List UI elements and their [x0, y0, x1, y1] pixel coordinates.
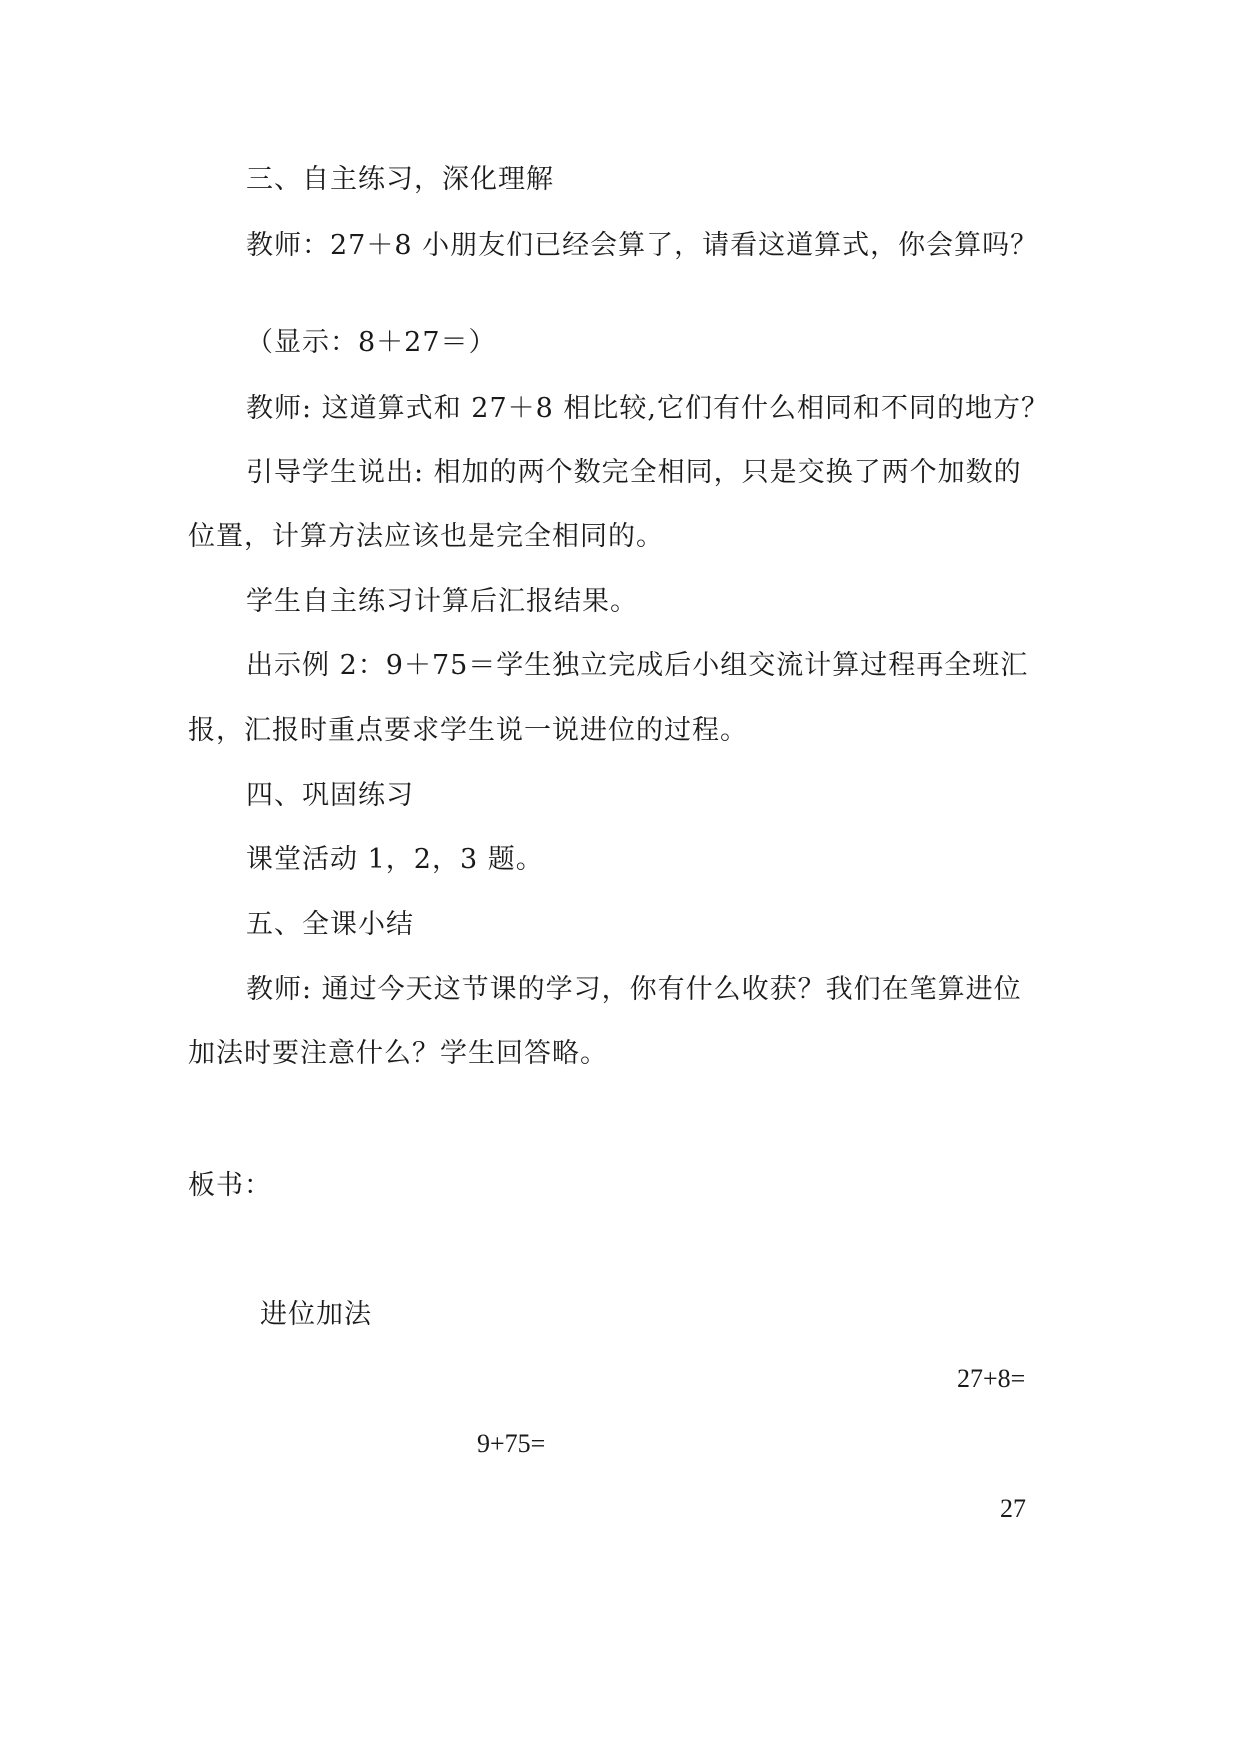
- display-equation: （显示：8＋27＝）: [246, 327, 497, 358]
- board-equation-2: 9+75=: [477, 1429, 546, 1458]
- board-label: 板书：: [188, 1170, 272, 1201]
- example2-line1: 出示例 2：9＋75＝学生独立完成后小组交流计算过程再全班汇: [246, 650, 1029, 681]
- example2-line2: 报，汇报时重点要求学生说一说进位的过程。: [188, 715, 748, 746]
- classroom-activity: 课堂活动 1，2，3 题。: [246, 844, 544, 875]
- summary-line2: 加法时要注意什么？学生回答略。: [188, 1038, 608, 1069]
- section3-heading: 三、自主练习，深化理解: [246, 164, 554, 195]
- board-title: 进位加法: [260, 1299, 372, 1330]
- board-number: 27: [1000, 1494, 1026, 1523]
- summary-line1: 教师: 通过今天这节课的学习，你有什么收获？我们在笔算进位: [246, 974, 1022, 1005]
- teacher-question-1: 教师：27＋8 小朋友们已经会算了，请看这道算式，你会算吗？: [246, 230, 1039, 261]
- section5-heading: 五、全课小结: [246, 909, 414, 940]
- board-equation-1: 27+8=: [957, 1364, 1026, 1393]
- section4-heading: 四、巩固练习: [246, 780, 414, 811]
- teacher-question-2: 教师: 这道算式和 27＋8 相比较,它们有什么相同和不同的地方？: [246, 393, 1049, 424]
- guide-text-line2: 位置，计算方法应该也是完全相同的。: [188, 521, 664, 552]
- practice-text: 学生自主练习计算后汇报结果。: [246, 586, 638, 617]
- guide-text-line1: 引导学生说出: 相加的两个数完全相同，只是交换了两个加数的: [246, 457, 1022, 488]
